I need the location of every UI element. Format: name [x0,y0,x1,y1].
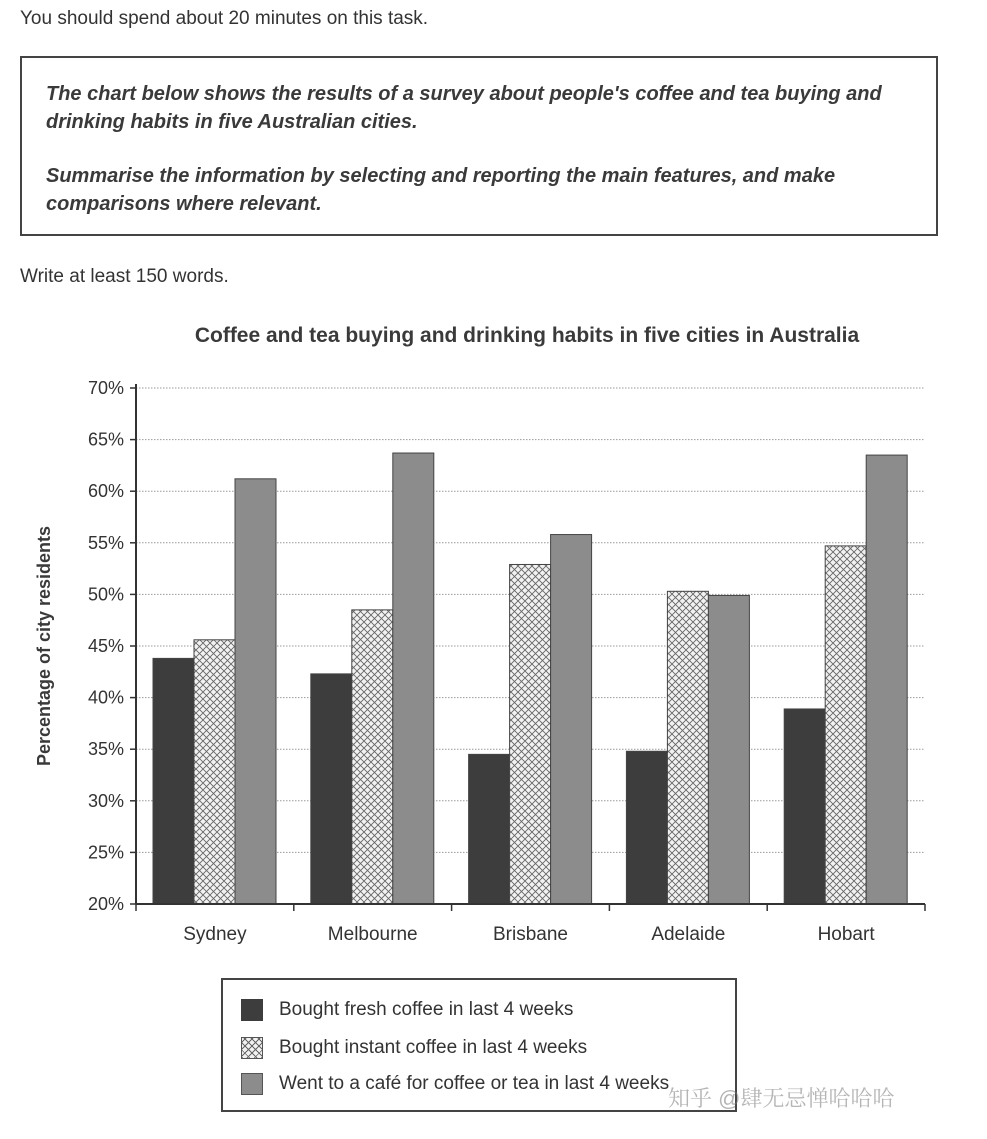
watermark: 知乎 @肆无忌惮哈哈哈 [668,1086,895,1111]
y-tick-label: 55% [87,532,124,553]
bar-instant-sydney [194,640,235,904]
bar-cafe-melbourne [393,453,434,904]
bars [153,453,907,904]
bar-fresh-brisbane [469,754,510,904]
bar-fresh-sydney [153,658,194,904]
task-time-instruction: You should spend about 20 minutes on this task. [20,8,429,29]
bar-instant-melbourne [352,610,393,904]
legend-swatch-instant [241,1037,263,1059]
y-tick-label: 60% [87,481,124,502]
legend-item-cafe [241,1071,669,1097]
x-tick-label: Melbourne [327,924,418,945]
bar-instant-hobart [825,546,866,904]
bar-fresh-adelaide [626,751,667,904]
bar-fresh-melbourne [311,674,352,904]
legend-swatch-cafe [241,1073,263,1095]
chart-legend [221,978,737,1112]
bar-chart [0,300,987,970]
y-axis-label: Percentage of city residents [34,525,54,767]
x-tick-label: Hobart [817,924,875,945]
chart-title: Coffee and tea buying and drinking habits in five cities in Australia [194,324,860,347]
x-tick-label: Brisbane [493,924,568,945]
y-tick-label: 65% [87,429,124,450]
legend-label-instant: Bought instant coffee in last 4 weeks [279,1037,588,1058]
word-count-instruction: Write at least 150 words. [20,266,229,287]
bar-instant-adelaide [667,591,708,904]
y-tick-label: 20% [87,894,124,914]
legend-label-cafe: Went to a café for coffee or tea in last 4 weeks [279,1073,670,1094]
bar-cafe-brisbane [551,535,592,904]
y-tick-label: 30% [87,790,124,811]
x-axis-ticks [136,904,925,945]
task-instruction: Summarise the information by selecting and reporting the main features, and make comparisons where relevant. [46,165,836,215]
legend-item-instant [241,1035,587,1061]
y-tick-label: 45% [87,636,124,656]
legend-item-fresh [241,997,573,1023]
bar-fresh-hobart [784,709,825,904]
x-tick-label: Adelaide [651,924,726,945]
bar-cafe-hobart [866,455,907,904]
y-tick-label: 50% [87,584,124,605]
y-axis-ticks [88,378,136,914]
y-tick-label: 70% [87,378,124,398]
task-prompt-box [20,56,938,236]
x-tick-label: Sydney [183,924,247,945]
task-description: The chart below shows the results of a survey about people's coffee and tea buying and drinking habits in five Australian cities. [46,83,882,133]
y-tick-label: 40% [87,687,124,708]
y-tick-label: 35% [87,739,124,760]
bar-instant-brisbane [510,564,551,904]
legend-swatch-fresh [241,999,263,1021]
y-tick-label: 25% [87,842,124,863]
bar-cafe-adelaide [708,595,749,904]
legend-label-fresh: Bought fresh coffee in last 4 weeks [279,999,574,1020]
bar-cafe-sydney [235,479,276,904]
